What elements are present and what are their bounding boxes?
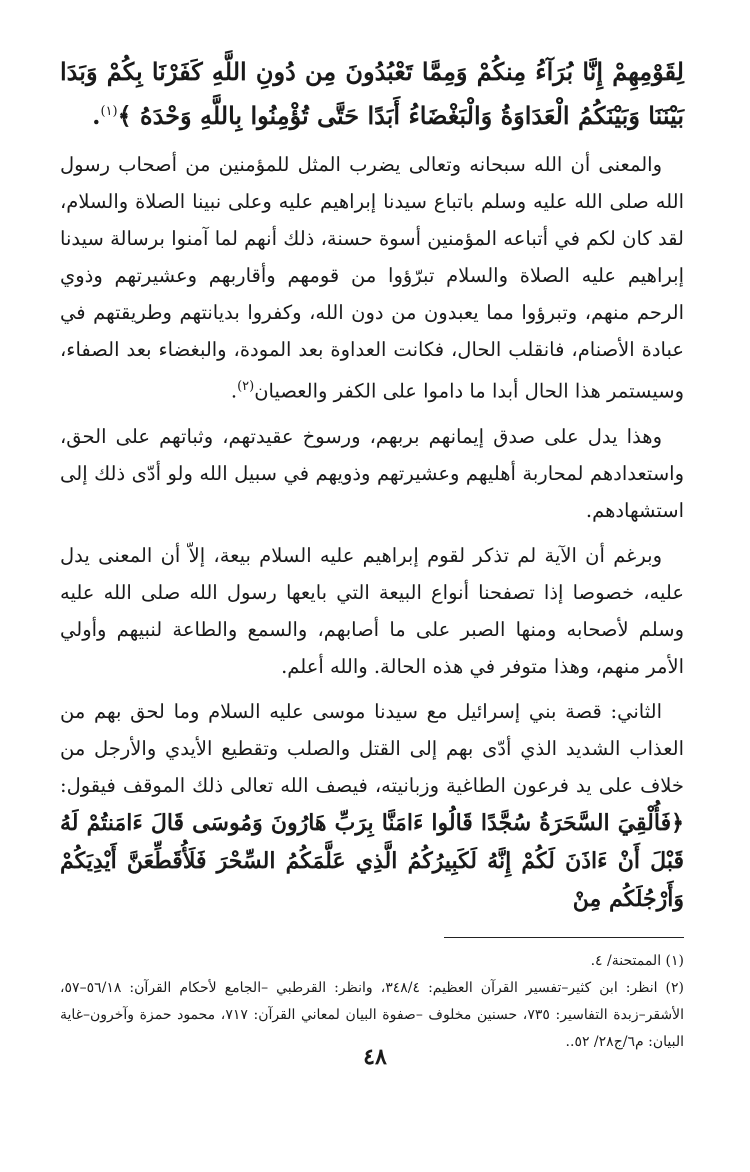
paragraph-meaning: والمعنى أن الله سبحانه وتعالى يضرب المثل للمؤمنين من أصحاب رسول الله صلى الله عليه وسلم باتباع سيدنا إبراهيم عليه وعلى نبينا الصلاة والسلام، لقد كان لكم في أتباعه المؤمنين أسوة حسنة، ذلك أنهم لما آمنوا برسالة سيدنا إبراهيم عليه الصلاة والسلام تبرّؤوا من قومهم وأقاربهم وعشيرتهم وذوي الرحم منهم، وتبرؤوا مما يعبدون من دون الله، وكفروا بديانتهم وطريقتهم في عبادة الأصنام، فانقلب الحال، فكانت العداوة بعد المودة، والبغضاء بعد الصفاء، وسيستمر هذا الحال أبدا ما داموا على الكفر والعصيان$^{(٢)}$. [60, 153, 684, 403]
footnote-1: (١) الممتحنة/ ٤. [590, 953, 684, 969]
quran-verse-inline: ﴿فَأُلْقِيَ السَّحَرَةُ سُجَّدًا قَالُوا ءَامَنَّا بِرَبِّ هَارُونَ وَمُوسَى قَالَ ءَامَنتُمْ لَهُ قَبْلَ أَنْ ءَاذَنَ لَكُمْ إِنَّهُ لَكَبِيرُكُمُ الَّذِي عَلَّمَكُمُ السِّحْرَ فَلَأُقَطِّعَنَّ أَيْدِيَكُمْ وَأَرْجُلَكُم مِنْ [60, 809, 684, 912]
page-number: ٤٨ [363, 1044, 387, 1070]
footnotes [60, 948, 684, 1056]
paragraph-text: والمعنى أن الله سبحانه وتعالى يضرب المثل للمؤمنين من أصحاب رسول الله صلى الله عليه وسلم باتباع سيدنا إبراهيم عليه وعلى نبينا الصلاة والسلام، لقد كان لكم في أتباعه المؤمنين أسوة حسنة، ذلك أنهم لما آمنوا برسالة سيدنا إبراهيم عليه الصلاة والسلام تبرّؤوا من قومهم وأقاربهم وعشيرتهم وذوي الرحم منهم، وتبرؤوا مما يعبدون من دون الله، وكفروا بديانتهم وطريقتهم في عبادة الأصنام، فانقلب الحال، فكانت العداوة بعد المودة، والبغضاء بعد الصفاء، وسيستمر هذا الحال أبدا ما داموا على الكفر والعصيان [60, 153, 684, 403]
footnote-ref-1: (١) [100, 104, 118, 119]
footnote-2: (٢) انظر: ابن كثير–تفسير القرآن العظيم: ٣٤٨/٤، وانظر: القرطبي –الجامع لأحكام القرآن: ٥٦/١٨–٥٧، الأشقر–زبدة التفاسير: ٧٣٥، حسنين مخلوف –صفوة البيان لمعاني القرآن: ٧١٧، محمود حمزة وآخرون–غاية البيان: م٦/ج٢٨/ ٥٢.. [60, 980, 685, 1050]
footnote-ref-2: (٢) [237, 379, 255, 394]
paragraph-bayah: وبرغم أن الآية لم تذكر لقوم إبراهيم عليه السلام بيعة، إلاّ أن المعنى يدل عليه، خصوصا إذا تصفحنا أنواع البيعة التي بايعها رسول الله صلى الله عليه وسلم لأصحابه ومنها الصبر على ما أصابهم، والسمع والطاعة لنبيهم وأولي الأمر منهم، وهذا متوفر في هذه الحالة. والله أعلم. [60, 543, 684, 678]
verse-text: لِقَوْمِهِمْ إِنَّا بُرَآءُ مِنكُمْ وَمِمَّا تَعْبُدُونَ مِن دُونِ اللَّهِ كَفَرْنَا بِكُمْ وَبَدَا بَيْنَنَا وَبَيْنَكُمُ الْعَدَاوَةُ وَالْبَغْضَاءُ أَبَدًا حَتَّى تُؤْمِنُوا بِاللَّهِ وَحْدَهُ ﴾ [60, 57, 684, 130]
paragraph-faith: وهذا يدل على صدق إيمانهم بربهم، ورسوخ عقيدتهم، وثباتهم على الحق، واستعدادهم لمحاربة أهليهم وعشيرتهم وذويهم في سبيل الله ولو أدّى ذلك إلى استشهادهم. [60, 424, 684, 522]
footnote-separator [444, 937, 684, 938]
paragraph-text: الثاني: قصة بني إسرائيل مع سيدنا موسى عليه السلام وما لحق بهم من العذاب الشديد الذي أدّى بهم إلى القتل والصلب وتقطيع الأيدي والأرجل من خلاف على يد فرعون الطاغية وزبانيته، فيصف الله تعالى ذلك الموقف فيقول: [60, 699, 684, 797]
quran-verse-continuation: لِقَوْمِهِمْ إِنَّا بُرَآءُ مِنكُمْ وَمِمَّا تَعْبُدُونَ مِن دُونِ اللَّهِ كَفَرْنَا بِكُمْ وَبَدَا بَيْنَنَا وَبَيْنَكُمُ الْعَدَاوَةُ وَالْبَغْضَاءُ أَبَدًا حَتَّى تُؤْمِنُوا بِاللَّهِ وَحْدَهُ ﴾$^{(١)}$. [60, 57, 684, 130]
paragraph-second-example [60, 693, 684, 918]
